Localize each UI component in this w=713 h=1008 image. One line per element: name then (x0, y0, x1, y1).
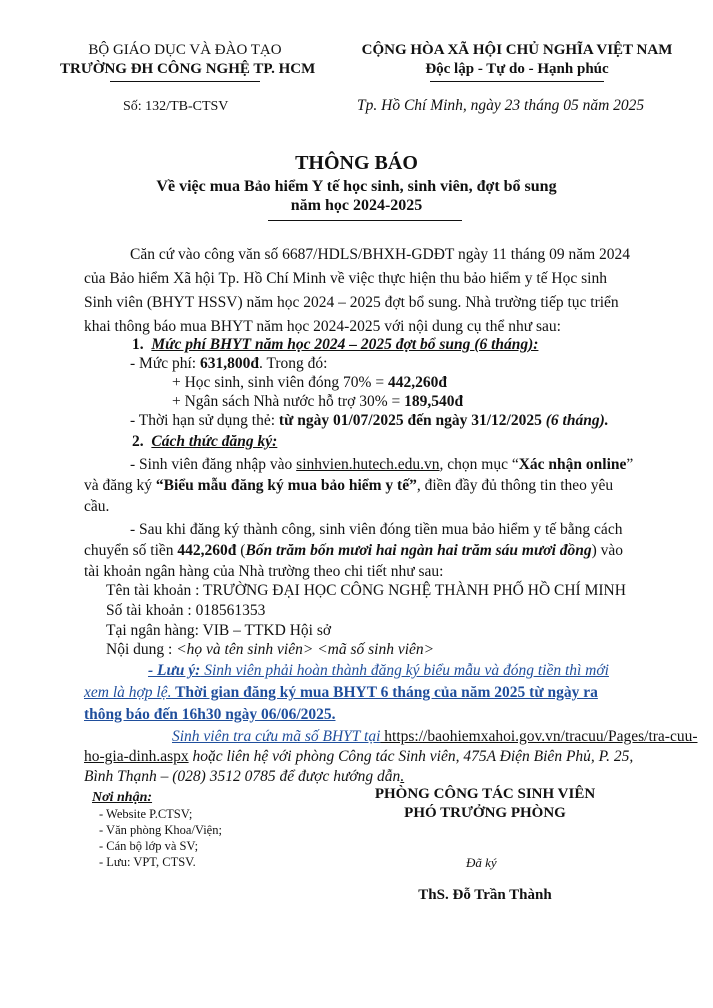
intro-line: Căn cứ vào công văn số 6687/HDLS/BHXH-GDĐT ngày 11 tháng 09 năm 2024 (130, 246, 631, 263)
amount-in-words: Bốn trăm bốn mươi hai ngàn hai trăm sáu mươi đồng (245, 542, 592, 559)
account-number-row (106, 602, 265, 620)
section2-title: Cách thức đăng ký: (151, 433, 278, 450)
note-text: Sinh viên phải hoàn thành đăng ký biểu mẫu và đóng tiền thì mới (200, 662, 609, 679)
fee-value: 631,800đ (199, 355, 259, 372)
note-line1 (148, 662, 609, 680)
step2-text: ( (236, 542, 246, 559)
step1-text: và đăng ký (84, 477, 156, 494)
document-subtitle-year: năm học 2024-2025 (290, 197, 423, 214)
student-share-value: 442,260đ (387, 374, 447, 391)
step1-text: ” (626, 456, 634, 473)
signed-mark: Đã ký (466, 855, 497, 870)
validity-label: - Thời hạn sử dụng thẻ: (130, 412, 279, 429)
lookup-url[interactable]: https://baohiemxahoi.gov.vn/tracuu/Pages/tra-cuu- (380, 728, 698, 745)
section1-heading (132, 336, 538, 354)
step1-line (130, 456, 633, 474)
document-number: Số: 132/TB-CTSV (123, 99, 229, 114)
step2-line3: tài khoản ngân hàng của Nhà trường theo chi tiết như sau: (84, 563, 444, 580)
title-rule (268, 220, 462, 221)
note-line2 (84, 684, 598, 702)
header-right-rule (430, 81, 604, 82)
lookup-line3 (84, 768, 404, 786)
note-text: xem là hợp lệ. (84, 684, 172, 701)
lookup-text: Sinh viên tra cứu mã số BHYT tại (172, 728, 381, 745)
section1-title: Mức phí BHYT năm học 2024 – 2025 đợt bổ sung (6 tháng): (151, 336, 539, 353)
section2-heading (132, 433, 277, 451)
validity-value: từ ngày 01/07/2025 đến ngày 31/12/2025 (278, 412, 546, 429)
signature-position: PHÓ TRƯỞNG PHÒNG (404, 805, 566, 821)
step2-line2 (84, 542, 623, 560)
intro-line: Sinh viên (BHYT HSSV) năm học 2024 – 2025 đợt bổ sung. Nhà trường tiếp tục triển (84, 294, 619, 311)
intro-line: khai thông báo mua BHYT năm học 2024-2025 với nội dung cụ thể như sau: (84, 318, 561, 335)
lookup-contact: Bình Thạnh – (028) 3512 0785 để được hướng dẫn (84, 768, 401, 785)
place-date: Tp. Hồ Chí Minh, ngày 23 tháng 05 năm 2025 (357, 97, 645, 114)
lookup-line1 (172, 728, 698, 746)
recipient-item: - Cán bộ lớp và SV; (99, 839, 199, 853)
step1-line3: cầu. (84, 498, 110, 515)
step1-text: - Sinh viên đăng nhập vào (130, 456, 297, 473)
signature-office: PHÒNG CÔNG TÁC SINH VIÊN (374, 786, 596, 802)
recipient-item: - Website P.CTSV; (99, 807, 193, 821)
recipients-label: Nơi nhận: (92, 790, 153, 805)
lookup-line2 (84, 748, 633, 766)
header-left-rule (110, 81, 260, 82)
step1-line2 (84, 477, 613, 495)
account-name-label: Tên tài khoản : (106, 582, 203, 599)
document-subtitle: Về việc mua Bảo hiểm Y tế học sinh, sinh viên, đợt bổ sung (156, 178, 557, 195)
account-number-label: Số tài khoản : (106, 602, 196, 619)
student-share-label: + Học sinh, sinh viên đóng 70% = (172, 374, 388, 391)
ministry-name: BỘ GIÁO DỤC VÀ ĐÀO TẠO (88, 42, 282, 58)
document-title: THÔNG BÁO (295, 152, 418, 174)
bank-row (106, 622, 331, 640)
transfer-content-row (106, 641, 434, 659)
transfer-content-label: Nội dung : (106, 641, 177, 658)
form-name: “Biểu mẫu đăng ký mua bảo hiểm y tế” (155, 477, 417, 494)
step1-menu-name: Xác nhận online (518, 456, 627, 473)
university-name: TRƯỜNG ĐH CÔNG NGHỆ TP. HCM (60, 61, 316, 77)
section2-number: 2. (132, 433, 144, 450)
budget-share-value: 189,540đ (404, 393, 464, 410)
note-label: - Lưu ý: (148, 662, 201, 679)
account-name-row (106, 582, 626, 600)
student-portal-link[interactable]: sinhvien.hutech.edu.vn (296, 456, 440, 473)
fee-suffix: . Trong đó: (258, 355, 328, 372)
validity-line (130, 412, 609, 430)
amount-value: 442,260đ (177, 542, 237, 559)
validity-note: (6 tháng). (545, 412, 609, 429)
lookup-contact-end: . (400, 768, 405, 785)
account-name-value: TRƯỜNG ĐẠI HỌC CÔNG NGHỆ THÀNH PHỐ HỒ CHÍ MINH (203, 582, 626, 599)
signer-name: ThS. Đỗ Trần Thành (418, 887, 552, 903)
note-line3: thông báo đến 16h30 ngày 06/06/2025. (84, 706, 336, 723)
intro-line: của Bảo hiểm Xã hội Tp. Hồ Chí Minh về việc thực hiện thu bảo hiểm y tế Học sinh (84, 270, 607, 287)
motto: Độc lập - Tự do - Hạnh phúc (425, 61, 609, 77)
bank-value: VIB – TTKD Hội sở (202, 622, 332, 639)
step2-text: chuyển số tiền (84, 542, 178, 559)
budget-share-label: + Ngân sách Nhà nước hỗ trợ 30% = (172, 393, 405, 410)
step2-line: - Sau khi đăng ký thành công, sinh viên đóng tiền mua bảo hiểm y tế bằng cách (130, 521, 623, 538)
transfer-content-value: <họ và tên sinh viên> <mã số sinh viên> (176, 641, 435, 658)
student-share-line (172, 374, 447, 392)
recipient-item: - Văn phòng Khoa/Viện; (99, 823, 222, 837)
step1-text: , chọn mục “ (439, 456, 519, 473)
budget-share-line (172, 393, 463, 411)
account-number-value: 018561353 (195, 602, 266, 619)
note-deadline-text: Thời gian đăng ký mua BHYT 6 tháng của năm 2025 từ ngày ra (171, 684, 598, 701)
nation-title: CỘNG HÒA XÃ HỘI CHỦ NGHĨA VIỆT NAM (361, 42, 673, 58)
fee-line (130, 355, 327, 373)
recipient-item: - Lưu: VPT, CTSV. (99, 855, 196, 869)
lookup-url[interactable]: ho-gia-dinh.aspx (84, 748, 189, 765)
fee-label: - Mức phí: (130, 355, 200, 372)
section1-number: 1. (132, 336, 144, 353)
step1-text: , điền đầy đủ thông tin theo yêu (416, 477, 614, 494)
bank-label: Tại ngân hàng: (106, 622, 203, 639)
lookup-contact: hoặc liên hệ với phòng Công tác Sinh viên, 475A Điện Biên Phủ, P. 25, (188, 748, 634, 765)
step2-text: ) vào (591, 542, 624, 559)
